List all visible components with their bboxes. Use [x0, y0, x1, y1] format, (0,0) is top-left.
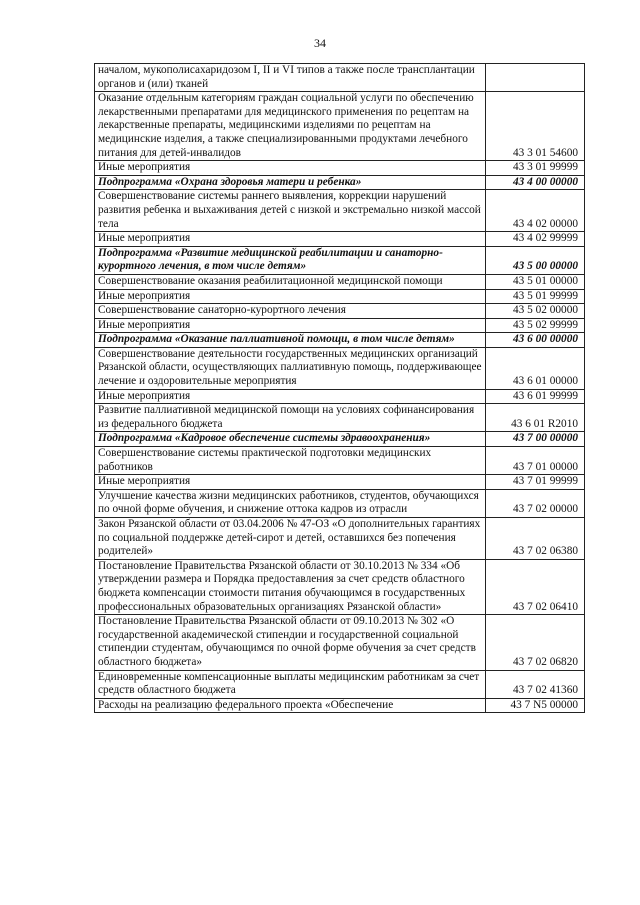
expense-name-cell: Совершенствование деятельности государственных медицинских организаций Рязанской области, осуществляющих паллиативную помощь, поддерживающее лечение и оздоровительные мероприятия [95, 347, 486, 389]
expense-name-cell: Иные мероприятия [95, 389, 486, 404]
table-row [95, 489, 585, 517]
subprogram-name-cell: Подпрограмма «Кадровое обеспечение системы здравоохранения» [95, 432, 486, 447]
expense-name-cell: Совершенствование системы раннего выявления, коррекции нарушений развития ребенка и выхаживания детей с низкой и экстремально низкой массой тела [95, 190, 486, 232]
table-row [95, 161, 585, 176]
table-body [95, 64, 585, 713]
classification-code-cell: 43 7 02 41360 [486, 670, 585, 698]
classification-code-cell: 43 5 00 00000 [486, 246, 585, 274]
table-row [95, 698, 585, 713]
expense-name-cell: Оказание отдельным категориям граждан социальной услуги по обеспечению лекарственными препаратами для медицинского применения по рецептам на лекарственные препараты, медицинскими изделиями по рецептам на медицинские изделия, а также специализированными продуктами лечебного питания для детей-инвалидов [95, 92, 486, 161]
classification-code-cell: 43 3 01 54600 [486, 92, 585, 161]
subprogram-row [95, 333, 585, 348]
classification-code-cell: 43 4 00 00000 [486, 175, 585, 190]
table-row [95, 670, 585, 698]
table-row [95, 475, 585, 490]
expense-name-cell: Постановление Правительства Рязанской области от 30.10.2013 № 334 «Об утверждении размера и Порядка предоставления за счет средств областного бюджета компенсации стоимости питания обучающимся в государственных профессиональных образовательных организациях Рязанской области» [95, 559, 486, 614]
classification-code-cell: 43 6 00 00000 [486, 333, 585, 348]
table-row [95, 447, 585, 475]
table-row [95, 289, 585, 304]
expense-name-cell: Постановление Правительства Рязанской области от 09.10.2013 № 302 «О государственной академической стипендии и государственной социальной стипендии студентам, обучающимся по очной форме обучения за счет средств областного бюджета» [95, 615, 486, 670]
expense-name-cell: Совершенствование системы практической подготовки медицинских работников [95, 447, 486, 475]
table-row [95, 318, 585, 333]
classification-code-cell: 43 6 01 00000 [486, 347, 585, 389]
subprogram-name-cell: Подпрограмма «Развитие медицинской реабилитации и санаторно-курортного лечения, в том числе детям» [95, 246, 486, 274]
table-row [95, 232, 585, 247]
classification-code-cell: 43 5 01 99999 [486, 289, 585, 304]
table-row [95, 64, 585, 92]
expense-name-cell: Совершенствование оказания реабилитационной медицинской помощи [95, 274, 486, 289]
budget-classification-table [94, 63, 585, 713]
expense-name-cell: Улучшение качества жизни медицинских работников, студентов, обучающихся по очной форме обучения, и снижение оттока кадров из отрасли [95, 489, 486, 517]
classification-code-cell: 43 5 02 99999 [486, 318, 585, 333]
table-row [95, 190, 585, 232]
table-row [95, 404, 585, 432]
classification-code-cell: 43 6 01 R2010 [486, 404, 585, 432]
table-row [95, 559, 585, 614]
table-row [95, 347, 585, 389]
expense-name-cell: Иные мероприятия [95, 232, 486, 247]
classification-code-cell: 43 4 02 00000 [486, 190, 585, 232]
subprogram-row [95, 246, 585, 274]
expense-name-cell: Закон Рязанской области от 03.04.2006 № 47-ОЗ «О дополнительных гарантиях по социальной поддержке детей-сирот и детей, оставшихся без попечения родителей» [95, 518, 486, 560]
classification-code-cell: 43 7 01 99999 [486, 475, 585, 490]
classification-code-cell: 43 4 02 99999 [486, 232, 585, 247]
classification-code-cell: 43 5 01 00000 [486, 274, 585, 289]
table-row [95, 92, 585, 161]
expense-name-cell: Единовременные компенсационные выплаты медицинским работникам за счет средств областного бюджета [95, 670, 486, 698]
expense-name-cell: Развитие паллиативной медицинской помощи на условиях софинансирования из федерального бюджета [95, 404, 486, 432]
expense-name-cell: Совершенствование санаторно-курортного лечения [95, 304, 486, 319]
classification-code-cell: 43 6 01 99999 [486, 389, 585, 404]
subprogram-row [95, 175, 585, 190]
classification-code-cell: 43 3 01 99999 [486, 161, 585, 176]
subprogram-name-cell: Подпрограмма «Оказание паллиативной помощи, в том числе детям» [95, 333, 486, 348]
classification-code-cell [486, 64, 585, 92]
expense-name-cell: Иные мероприятия [95, 475, 486, 490]
page-number: 34 [314, 36, 326, 50]
table-row [95, 615, 585, 670]
expense-name-cell: Иные мероприятия [95, 318, 486, 333]
subprogram-name-cell: Подпрограмма «Охрана здоровья матери и ребенка» [95, 175, 486, 190]
expense-name-cell: Иные мероприятия [95, 289, 486, 304]
classification-code-cell: 43 7 02 00000 [486, 489, 585, 517]
expense-name-cell: началом, мукополисахаридозом I, II и VI типов а также после трансплантации органов и (или) тканей [95, 64, 486, 92]
classification-code-cell: 43 7 00 00000 [486, 432, 585, 447]
classification-code-cell: 43 7 02 06380 [486, 518, 585, 560]
expense-name-cell: Расходы на реализацию федерального проекта «Обеспечение [95, 698, 486, 713]
classification-code-cell: 43 7 02 06820 [486, 615, 585, 670]
table-row [95, 518, 585, 560]
classification-code-cell: 43 7 N5 00000 [486, 698, 585, 713]
table-row [95, 389, 585, 404]
subprogram-row [95, 432, 585, 447]
classification-code-cell: 43 7 01 00000 [486, 447, 585, 475]
table-row [95, 274, 585, 289]
table-row [95, 304, 585, 319]
classification-code-cell: 43 7 02 06410 [486, 559, 585, 614]
classification-code-cell: 43 5 02 00000 [486, 304, 585, 319]
expense-name-cell: Иные мероприятия [95, 161, 486, 176]
